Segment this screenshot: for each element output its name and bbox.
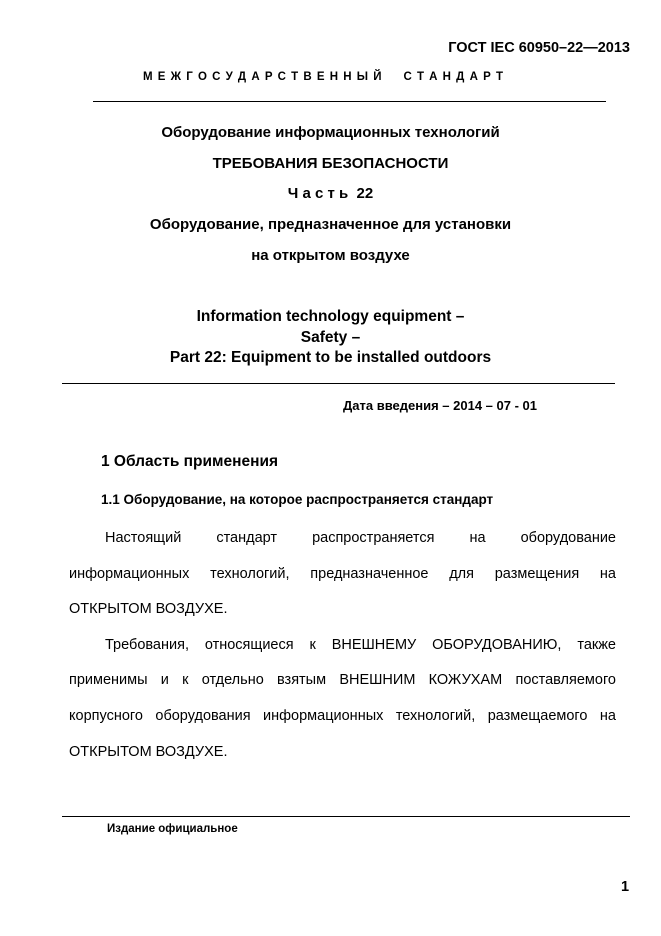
title-ru-line2: ТРЕБОВАНИЯ БЕЗОПАСНОСТИ (212, 155, 449, 172)
para1-line3: ОТКРЫТОМ ВОЗДУХЕ. (69, 601, 228, 617)
introduction-date: Дата введения – 2014 – 07 - 01 (343, 398, 537, 413)
para2-line1: Требования, относящиеся к ВНЕШНЕМУ ОБОРУДОВАНИЮ, также (105, 637, 616, 653)
title-ru-line4: Оборудование, предназначенное для установки (149, 216, 512, 233)
para2-line2: применимы и к отдельно взятым ВНЕШНИМ КОЖУХАМ поставляемого (69, 672, 616, 688)
title-ru-line1: Оборудование информационных технологий (161, 124, 500, 141)
document-code: ГОСТ IEC 60950–22—2013 (448, 40, 630, 56)
footer-rule (62, 816, 630, 817)
title-ru-line5: на открытом воздухе (251, 247, 410, 264)
para1-line2: информационных технологий, предназначенное для размещения на (69, 566, 616, 582)
para2-line3: корпусного оборудования информационных технологий, размещаемого на (69, 708, 616, 724)
section-subheading: 1.1 Оборудование, на которое распространяется стандарт (101, 492, 494, 507)
header-rule (93, 101, 606, 102)
para2-line4: ОТКРЫТОМ ВОЗДУХЕ. (69, 744, 228, 760)
standard-type: М Е Ж Г О С У Д А Р С Т В Е Н Н Ы Й С Т А Н Д А Р Т (143, 71, 504, 83)
edition-note: Издание официальное (107, 823, 238, 835)
section-heading: 1 Область применения (101, 453, 279, 470)
title-ru-part: Ч а с т ь 22 (287, 185, 374, 202)
title-en-line2: Safety – (300, 329, 361, 346)
page-number: 1 (621, 879, 630, 895)
title-en-line1: Information technology equipment – (196, 308, 465, 325)
title-en-line3: Part 22: Equipment to be installed outdoors (169, 349, 492, 366)
title-rule (62, 383, 615, 384)
para1-line1: Настоящий стандарт распространяется на оборудование (105, 530, 616, 546)
